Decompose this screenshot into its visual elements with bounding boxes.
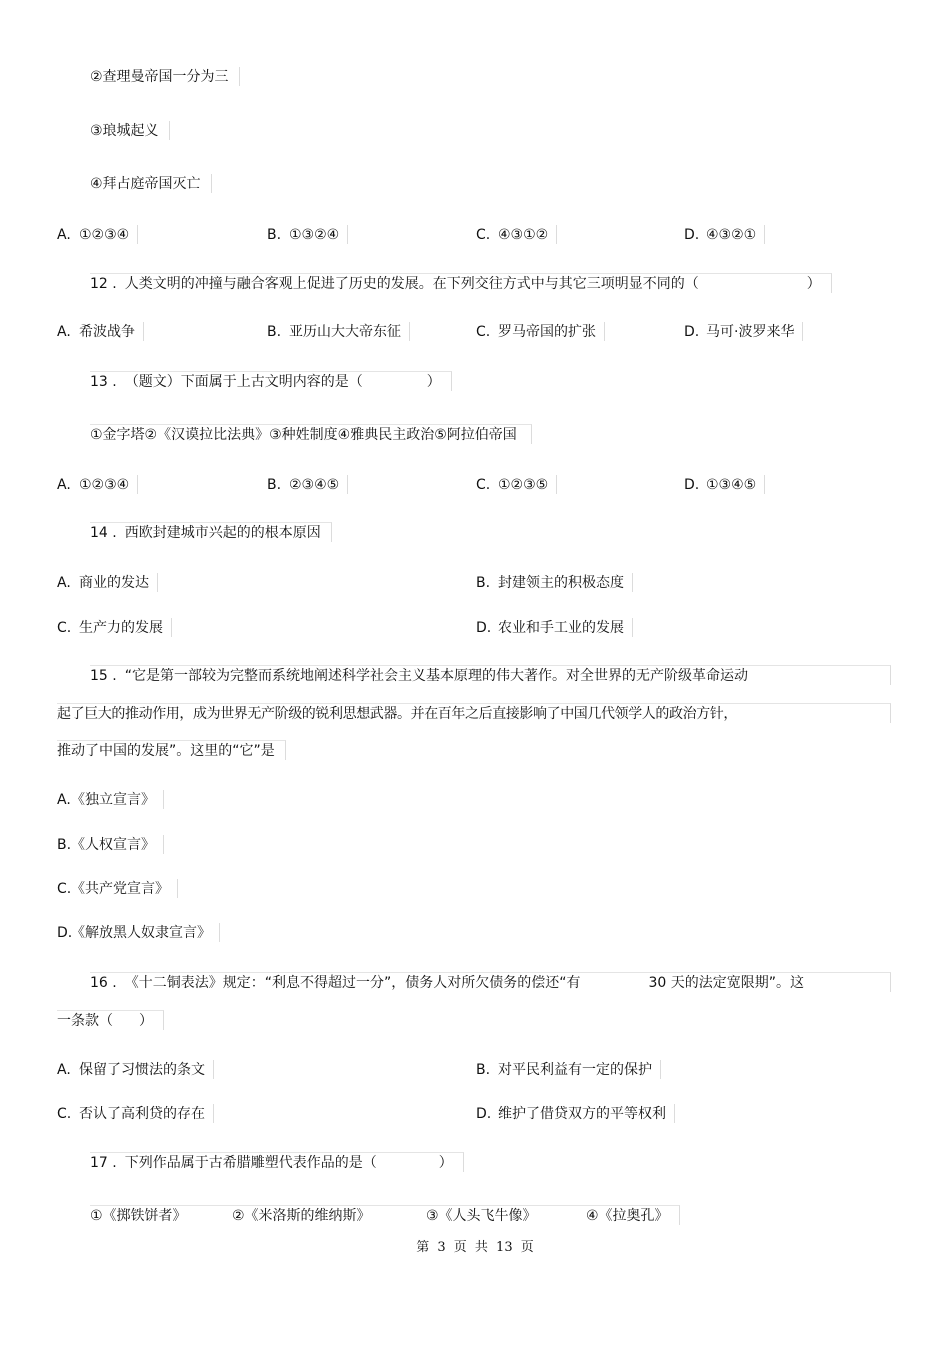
option-b[interactable] xyxy=(57,835,164,854)
option-text: 否认了高利贷的存在 xyxy=(79,1106,205,1122)
option-b[interactable] xyxy=(267,322,410,341)
option-d[interactable] xyxy=(476,1104,675,1123)
option-a[interactable] xyxy=(57,790,164,809)
option-a[interactable] xyxy=(57,1060,214,1079)
question-text: 一条款（ xyxy=(57,1013,113,1029)
question-13-items: ①金字塔②《汉谟拉比法典》③种姓制度④雅典民主政治⑤阿拉伯帝国 xyxy=(90,424,532,444)
item: ③《人头飞牛像》 xyxy=(426,1208,537,1224)
option-key: B. xyxy=(267,324,282,340)
question-15-stem xyxy=(90,665,891,685)
question-text: “它是第一部较为完整而系统地阐述科学社会主义基本原理的伟大著作。对全世界的无产阶级革命运动 xyxy=(124,668,748,684)
option-key: A. xyxy=(57,227,71,243)
option-c[interactable] xyxy=(476,322,605,341)
item: ②《米洛斯的维纳斯》 xyxy=(232,1208,371,1224)
option-c[interactable] xyxy=(57,879,178,898)
question-number: 14 . xyxy=(90,525,117,541)
question-12-stem xyxy=(90,273,832,293)
item-line: ④拜占庭帝国灭亡 xyxy=(90,174,212,193)
item-line: ③琅城起义 xyxy=(90,121,170,140)
option-d[interactable] xyxy=(684,475,765,494)
question-number: 13 . xyxy=(90,374,117,390)
option-c[interactable] xyxy=(57,618,172,637)
question-number: 17 . xyxy=(90,1155,117,1171)
option-b[interactable] xyxy=(476,573,633,592)
option-b[interactable] xyxy=(267,225,348,244)
option-key: C. xyxy=(57,881,72,897)
option-key: D. xyxy=(57,925,73,941)
option-text: 《解放黑人奴隶宣言》 xyxy=(71,925,211,941)
item-line: ②查理曼帝国一分为三 xyxy=(90,67,240,86)
option-text: 马可·波罗来华 xyxy=(706,324,795,340)
option-c[interactable] xyxy=(476,475,557,494)
option-c[interactable] xyxy=(476,225,557,244)
option-text: 亚历山大大帝东征 xyxy=(289,324,401,340)
question-text: 《十二铜表法》规定：“利息不得超过一分”，债务人对所欠债务的偿还“有 xyxy=(124,975,581,991)
option-key: D. xyxy=(684,477,700,493)
question-text: 30 天的法定宽限期”。这 xyxy=(648,975,805,991)
option-text: ①③④⑤ xyxy=(706,477,757,493)
page-footer: 第 3 页 共 13 页 xyxy=(416,1240,534,1255)
question-15-line2: 起了巨大的推动作用，成为世界无产阶级的锐利思想武器。并在百年之后直接影响了中国几代领学人的政治方针， xyxy=(57,703,891,723)
option-a[interactable] xyxy=(57,573,158,592)
question-17-stem xyxy=(90,1152,464,1172)
option-text: ②③④⑤ xyxy=(289,477,340,493)
option-key: B. xyxy=(476,1062,491,1078)
option-key: C. xyxy=(57,620,72,636)
option-text: 农业和手工业的发展 xyxy=(498,620,624,636)
option-text: ①③②④ xyxy=(289,227,340,243)
option-key: D. xyxy=(684,324,700,340)
option-key: B. xyxy=(476,575,491,591)
option-text: 封建领主的积极态度 xyxy=(498,575,624,591)
item: ①《掷铁饼者》 xyxy=(90,1208,187,1224)
question-number: 16 . xyxy=(90,975,117,991)
paren-close: ） xyxy=(139,1013,153,1029)
option-key: C. xyxy=(476,324,491,340)
option-b[interactable] xyxy=(267,475,348,494)
option-key: C. xyxy=(57,1106,72,1122)
question-14-stem xyxy=(90,522,332,542)
question-13-stem xyxy=(90,371,452,391)
question-16-line2 xyxy=(57,1010,164,1030)
option-key: C. xyxy=(476,477,491,493)
paren-close: ） xyxy=(438,1155,453,1171)
option-key: D. xyxy=(684,227,700,243)
option-text: 对平民利益有一定的保护 xyxy=(498,1062,652,1078)
option-text: 《人权宣言》 xyxy=(71,837,155,853)
item: ④《拉奥孔》 xyxy=(586,1208,669,1224)
option-d[interactable] xyxy=(684,322,803,341)
question-text: 下列作品属于古希腊雕塑代表作品的是（ xyxy=(124,1155,377,1171)
option-text: 希波战争 xyxy=(79,324,135,340)
question-15-line3: 推动了中国的发展”。这里的“它”是 xyxy=(57,740,286,760)
option-key: B. xyxy=(267,227,282,243)
option-text: ①②③④ xyxy=(79,227,130,243)
option-d[interactable] xyxy=(476,618,633,637)
question-text: 人类文明的冲撞与融合客观上促进了历史的发展。在下列交往方式中与其它三项明显不同的（ xyxy=(124,276,699,292)
question-number: 12 . xyxy=(90,276,117,292)
question-text: 西欧封建城市兴起的的根本原因 xyxy=(124,525,321,541)
option-a[interactable] xyxy=(57,225,138,244)
option-text: ④③②① xyxy=(706,227,757,243)
option-key: D. xyxy=(476,620,492,636)
option-text: 生产力的发展 xyxy=(79,620,163,636)
option-d[interactable] xyxy=(684,225,765,244)
question-16-stem xyxy=(90,972,891,992)
option-key: A. xyxy=(57,792,71,808)
option-a[interactable] xyxy=(57,322,144,341)
option-key: A. xyxy=(57,477,71,493)
option-key: D. xyxy=(476,1106,492,1122)
option-text: 罗马帝国的扩张 xyxy=(498,324,596,340)
option-key: A. xyxy=(57,575,71,591)
option-text: 保留了习惯法的条文 xyxy=(79,1062,205,1078)
option-text: 维护了借贷双方的平等权利 xyxy=(498,1106,666,1122)
question-text: （题文）下面属于上古文明内容的是（ xyxy=(124,374,363,390)
option-key: A. xyxy=(57,1062,71,1078)
option-text: ①②③⑤ xyxy=(498,477,549,493)
option-text: 《独立宣言》 xyxy=(71,792,155,808)
option-c[interactable] xyxy=(57,1104,214,1123)
question-17-items xyxy=(90,1205,680,1225)
option-b[interactable] xyxy=(476,1060,661,1079)
option-text: 商业的发达 xyxy=(79,575,149,591)
option-d[interactable] xyxy=(57,923,220,942)
option-text: ④③①② xyxy=(498,227,549,243)
option-a[interactable] xyxy=(57,475,138,494)
question-number: 15 . xyxy=(90,668,117,684)
option-key: B. xyxy=(267,477,282,493)
paren-close: ） xyxy=(806,276,821,292)
paren-close: ） xyxy=(426,374,441,390)
option-text: 《共产党宣言》 xyxy=(71,881,169,897)
option-key: A. xyxy=(57,324,71,340)
option-text: ①②③④ xyxy=(79,477,130,493)
option-key: B. xyxy=(57,837,72,853)
option-key: C. xyxy=(476,227,491,243)
